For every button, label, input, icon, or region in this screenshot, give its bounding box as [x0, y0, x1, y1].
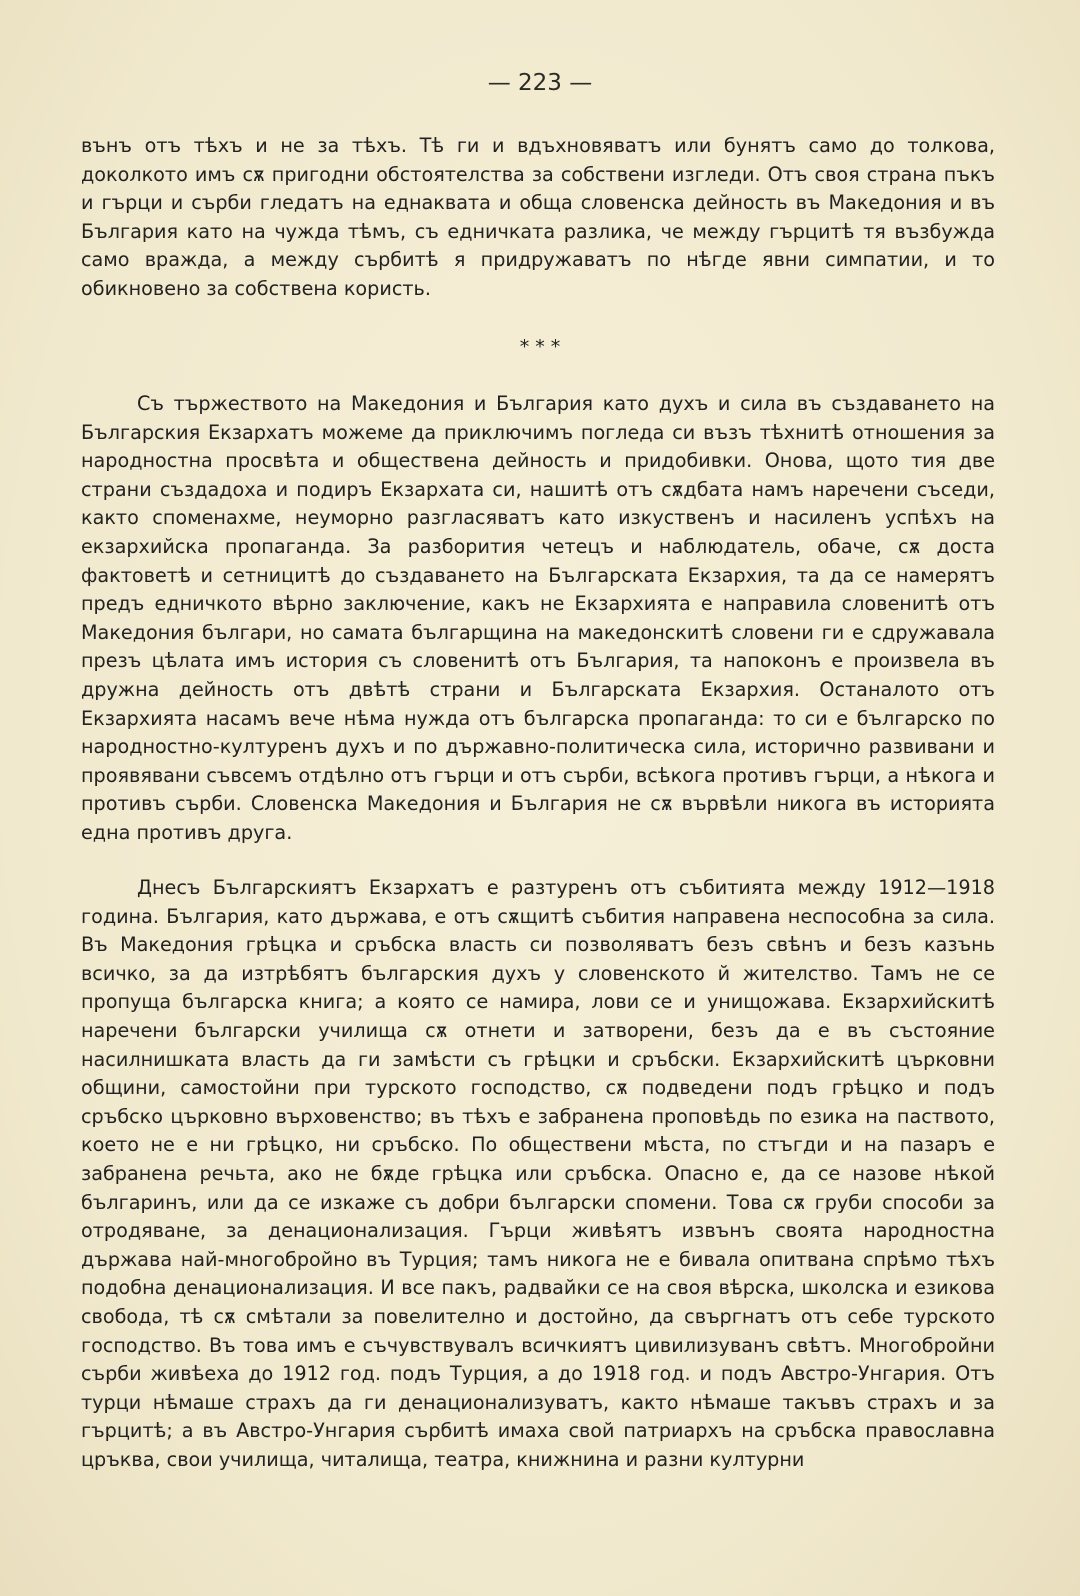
paragraph-1: [81, 132, 995, 303]
paragraph-text: Съ тържеството на Македония и България като духъ и сила въ създаването на Българския Екзархатъ можеме да приключимъ погледа си възъ тѣхнитѣ отношения за народностна просвѣта и обществена дейность и придобивки. Онова, щото тия две страни създадоха и подиръ Екзархата си, нашитѣ отъ сѫдбата намъ наречени съседи, както споменахме, неуморно разгласяватъ като изкуственъ и насиленъ успѣхъ на екзархийска пропаганда. За разборития четецъ и наблюдатель, обаче, сѫ доста фактоветѣ и сетницитѣ до създаването на Българската Екзархия, та да се намерятъ предъ едничкото вѣрно заключение, какъ не Екзархията е направила словенитѣ отъ Македония българи, но самата българщина на македонскитѣ словени ги е сдружавала презъ цѣлата имъ история съ словенитѣ отъ България, та напоконъ е произвела въ дружна дейность отъ двѣтѣ страни и Българската Екзархия. Останалото отъ Екзархията насамъ вече нѣма нужда отъ българска пропаганда: то си е българско по народностно-културенъ духъ и по държавно-политическа сила, исторично развивани и проявявани съвсемъ отдѣлно отъ гърци и отъ сърби, всѣкога противъ гърци, а нѣкога и противъ сърби. Словенска Македония и България не сѫ вървѣли никога въ историята една противъ друга.: [81, 392, 995, 844]
paragraph-text: вънъ отъ тѣхъ и не за тѣхъ. Тѣ ги и вдъхновяватъ или бунятъ само до толкова, доколкото имъ сѫ пригодни обстоятелства за собствени изгледи. Отъ своя страна пъкъ и гърци и сърби гледатъ на еднаквата и обща словенска дейность въ Македония и въ България като на чужда тѣмъ, съ едничката разлика, че между гърцитѣ тя възбужда само вражда, а между сърбитѣ я придружаватъ по нѣгде явни симпатии, и то обикновено за собствена користь.: [81, 134, 995, 300]
paragraph-3: [81, 874, 995, 1474]
paragraph-text: Днесъ Българскиятъ Екзархатъ е разтуренъ отъ събитията между 1912—1918 година. България, като държава, е отъ сѫщитѣ събития направена неспособна за сила. Въ Македония грѣцка и сръбска власть си позволяватъ безъ свѣнъ и безъ казънь всичко, за да изтрѣбятъ българския духъ у словенското й жителство. Тамъ не се пропуща българска книга; а която се намира, лови се и унищожава. Екзархийскитѣ наречени български училища сѫ отнети и затворени, безъ да е въ състояние насилнишката власть да ги замѣсти съ грѣцки и сръбски. Екзархийскитѣ църковни общини, самостойни при турското господство, сѫ подведени подъ грѣцко и подъ сръбско църковно върховенство; въ тѣхъ е забранена проповѣдь по езика на паството, което не е ни грѣцко, ни сръбско. По обществени мѣста, по стъгди и на пазаръ е забранена речьта, ако не бѫде грѣцка или сръбска. Опасно е, да се назове нѣкой българинъ, или да се изкаже съ добри български спомени. Това сѫ груби способи за отродяване, за денационализация. Гърци живѣятъ извънъ своята народностна държава най-многобройно въ Турция; тамъ никога не е бивала опитвана спрѣмо тѣхъ подобна денационализация. И все пакъ, радвайки се на своя вѣрска, школска и езикова свобода, тѣ сѫ смѣтали за повелително и достойно, да свъргнатъ отъ себе турското господство. Въ това имъ е съчувствувалъ всичкиятъ цивилизуванъ свѣтъ. Многобройни сърби живѣеха до 1912 год. подъ Турция, а до 1918 год. и подъ Австро-Унгария. Отъ турци нѣмаше страхъ да ги денационализуватъ, както нѣмаше такъвъ страхъ и за гърцитѣ; а въ Австро-Унгария сърбитѣ имаха свой патриархъ на сръбска православна цръква, свои училища, читалища, театра, книжнина и разни културни: [81, 876, 995, 1471]
paragraph-2: [81, 390, 995, 848]
page-number: — 223 —: [487, 70, 593, 96]
section-separator: * * *: [519, 336, 561, 358]
